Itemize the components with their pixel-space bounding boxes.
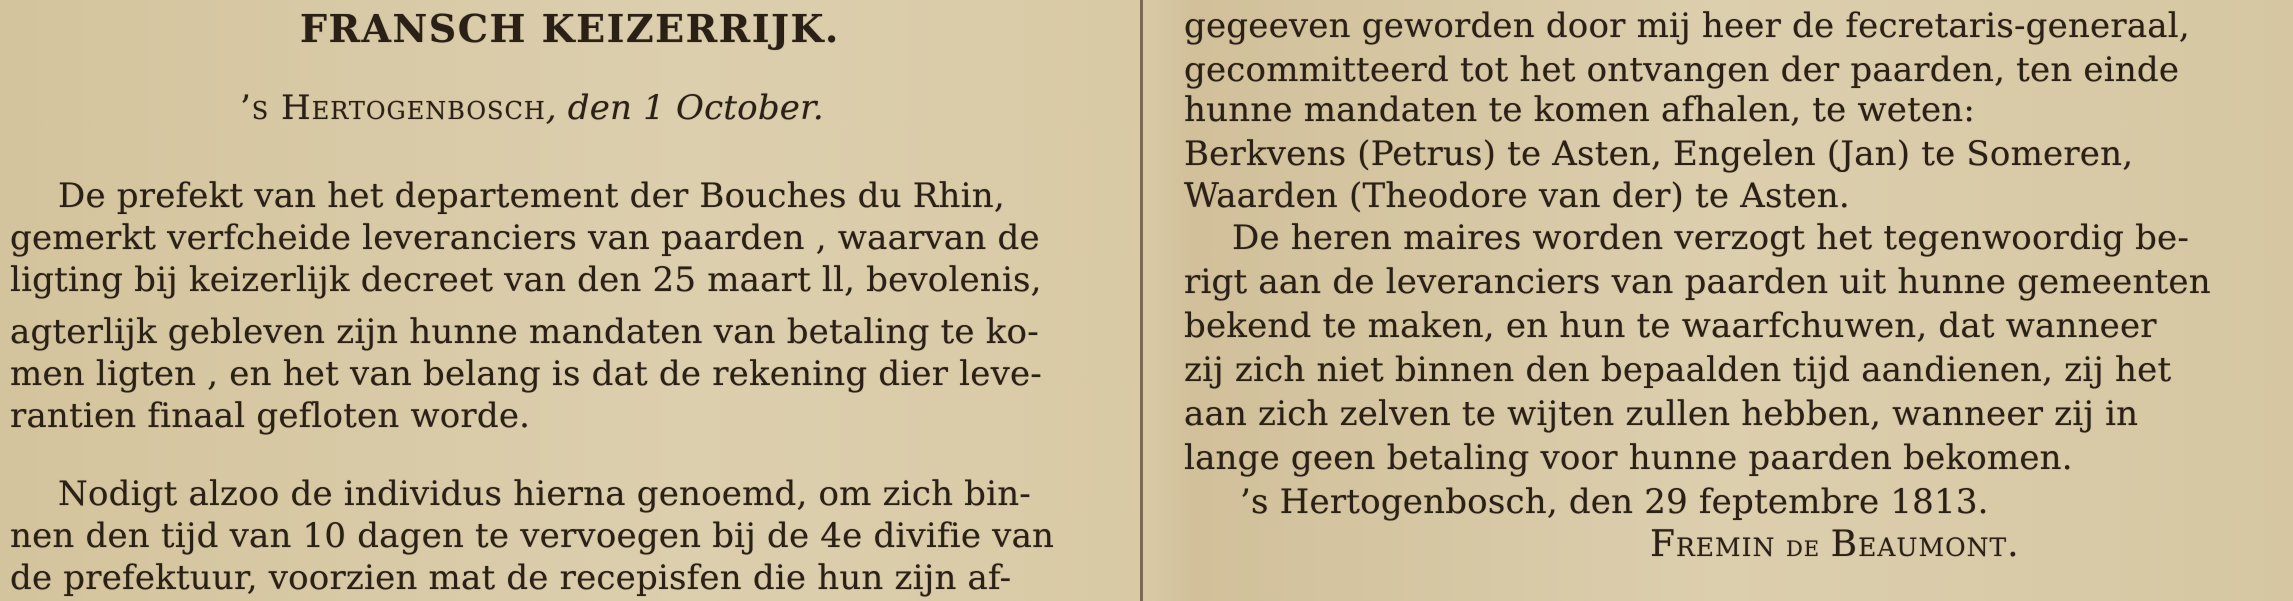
signature-name: Fremin	[1650, 524, 1776, 565]
body-line: De heren maires worden verzogt het tegenwoordig be-	[1232, 218, 2190, 258]
body-line: zij zich niet binnen den bepaalden tijd aandienen, zij het	[1184, 350, 2172, 390]
article-heading: FRANSCH KEIZERRIJK.	[300, 6, 840, 51]
paragraph1-line: rantien finaal gefloten worde.	[10, 396, 531, 436]
paragraph1-line: men ligten , en het van belang is dat de rekening dier leve-	[10, 354, 1042, 394]
dateline-date: , den 1 October.	[545, 88, 824, 128]
signature-particle: de	[1775, 529, 1831, 564]
signature-surname: Beaumont.	[1830, 524, 2020, 565]
body-line: Waarden (Theodore van der) te Asten.	[1184, 176, 1850, 216]
body-line: aan zich zelven te wijten zullen hebben, wanneer zij in	[1184, 394, 2139, 434]
signature	[1650, 524, 2020, 565]
closing-dateline: ’s Hertogenbosch, den 29 feptembre 1813.	[1240, 482, 1989, 522]
body-line: lange geen betaling voor hunne paarden bekomen.	[1184, 438, 2073, 478]
paragraph1-line: ligting bij keizerlijk decreet van den 25 maart ll, bevolenis,	[10, 260, 1042, 300]
paragraph1-line: agterlijk gebleven zijn hunne mandaten van betaling te ko-	[10, 312, 1039, 352]
paragraph2-line: de prefektuur, voorzien mat de recepisfen die hun zijn af-	[10, 558, 1012, 598]
paragraph2-line: nen den tijd van 10 dagen te vervoegen bij de 4e divifie van	[10, 516, 1055, 556]
body-line: gecommitteerd tot het ontvangen der paarden, ten einde	[1184, 50, 2180, 90]
body-line: Berkvens (Petrus) te Asten, Engelen (Jan) te Someren,	[1184, 134, 2134, 174]
paragraph1-line: gemerkt verfcheide leveranciers van paarden , waarvan de	[10, 218, 1040, 258]
column-divider	[1140, 0, 1143, 601]
body-line: gegeeven geworden door mij heer de fecretaris-generaal,	[1184, 6, 2190, 46]
paragraph1-line: De prefekt van het departement der Bouches du Rhin,	[58, 176, 1005, 216]
body-line: hunne mandaten te komen afhalen, te weten:	[1184, 90, 1976, 130]
body-line: rigt aan de leveranciers van paarden uit hunne gemeenten	[1184, 262, 2211, 302]
body-line: bekend te maken, en hun te waarfchuwen, dat wanneer	[1184, 306, 2157, 346]
paragraph2-line: Nodigt alzoo de individus hierna genoemd, om zich bin-	[58, 474, 1031, 514]
dateline-place: ’s Hertogenbosch	[240, 88, 546, 128]
article-dateline	[240, 88, 824, 128]
